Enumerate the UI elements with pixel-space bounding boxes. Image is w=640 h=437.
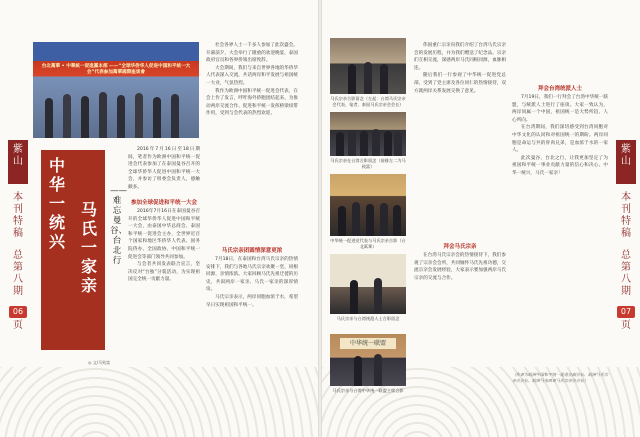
issue-label [8, 250, 28, 298]
person-figure [348, 130, 356, 156]
page-unit: 页 [13, 320, 23, 331]
right-mid-col-b [414, 252, 506, 282]
paragraph: 2016年7月16日在泰国曼谷召开的全球华侨华人促进中国和平统一大会，由泰国中华总商会、泰国和平统一促进会主办，全世界近百个国家和地区华侨华人代表、国务院侨办、全国政协、中国和平统一促进会等部门领导共同参加。 [128, 209, 200, 260]
page-number: 07 [617, 306, 635, 318]
paragraph: 在台湾马氏宗亲会的热情接待下，我们参观了宗亲会会所，共同缅怀马氏先祖功德，交流宗亲会发展经验，大家表示要加强两岸马氏宗亲的交流与合作。 [414, 253, 506, 281]
person-figure [117, 95, 125, 138]
section-label [616, 192, 636, 240]
side-label-tab [616, 140, 636, 184]
person-figure [336, 132, 344, 156]
paragraph: 在台湾期间，我们深切感受到台湾同胞对中华文化的认同和对祖国统一的期盼。两岸同胞是命运与共的骨肉兄弟，是血浓于水的一家人。 [512, 125, 608, 154]
photo-4-caption: 马氏宗亲与台湾统派人士合影留念 [336, 316, 400, 321]
person-figure [354, 356, 362, 386]
page-number: 06 [9, 306, 27, 318]
person-figure [63, 94, 71, 138]
subhead-4: 拜会马氏宗亲 [443, 244, 477, 250]
person-figure [380, 64, 388, 94]
photo-1-caption: 马氏宗亲合影留念（左起：台湾马氏宗亲会代表、笔者、泰国马氏宗亲会会长） [330, 96, 406, 107]
side-label-char: 紫 [621, 144, 631, 155]
person-figure [338, 206, 346, 236]
photo-1 [330, 38, 406, 94]
left-col-b [206, 42, 298, 118]
paragraph: 7月19日，我们一行拜会了台湾中华统一联盟，与统派人士进行了座谈。大家一致认为，两岸同属一个中国，祖国统一是大势所趋、人心所向。 [512, 95, 608, 123]
person-figure [81, 96, 89, 138]
paragraph: 伟国重仁宗亲向我们介绍了台湾马氏宗亲会的发展历程，并为我们赠送了纪念品。宗亲们互相交流，深感两岸马氏同根同源，血脉相连。 [414, 43, 506, 71]
person-figure [366, 204, 374, 236]
photo-5-caption: 马氏宗亲与台湾中华统一联盟主席合影 [332, 388, 404, 393]
person-figure [380, 203, 388, 236]
page-unit: 页 [621, 320, 631, 331]
title-line-2: 马氏一家亲 [80, 200, 97, 295]
person-figure [374, 354, 382, 386]
issue-label [616, 250, 636, 298]
wave-decoration [0, 367, 318, 437]
paragraph: 与会者共同发表联合宣言，坚决反对“台独”分裂活动，为实现祖国完全统一贡献力量。 [128, 262, 200, 283]
section-label-text: 本刊特稿 [13, 192, 23, 239]
paragraph: 马氏宗亲表示，两岸同胞血浓于水，希望早日实现祖国和平统一。 [206, 294, 298, 308]
paragraph: 此次曼谷、台北之行，让我更加坚定了为祖国和平统一事业贡献力量的信心和决心。中华一统兴，马氏一家亲！ [512, 155, 608, 176]
paragraph: 7月18日，在泰国和台湾马氏宗亲的热情安排下，我们与各地马氏宗亲欢聚一堂，同根同源，亲情浓浓。大家回顾马氏先祖迁徙的历史，共叙两岸一家亲、马氏一家亲的深厚情谊。 [206, 257, 298, 293]
side-label-tab [8, 140, 28, 184]
person-figure [374, 278, 382, 314]
side-label-char: 山 [13, 156, 23, 167]
section-label-text: 本刊特稿 [621, 192, 631, 239]
banner-text: 台北萬華 • 中華統一促進黨本部 ——“全球华侨华人促进中国和平统一大会”代表参加萬華國際座谈會 [41, 64, 191, 75]
photo-3-caption: 中华统一促进党代表与马氏宗亲合影（台北萬華） [330, 238, 406, 249]
photo-2 [330, 112, 406, 156]
person-figure [393, 205, 401, 236]
subtitle: ——难忘曼谷、台北行 [110, 186, 128, 266]
side-label-char: 山 [621, 156, 631, 167]
left-col-a [128, 146, 200, 192]
issue-label-text: 总第八期 [621, 250, 631, 297]
person-figure [394, 132, 402, 156]
paragraph: 大会期间，我们与来自世界各地的华侨华人代表深入交流，共话两岸和平发展与祖国统一大业，气氛热烈。 [206, 65, 298, 86]
person-figure [348, 64, 356, 94]
person-figure [352, 202, 360, 236]
paragraph: 我作为欧洲中国和平统一促进会代表，在会上作了发言，呼吁海外侨胞团结起来，为推动两岸交流合作、促进和平统一发挥桥梁纽带作用，受到与会代表的热烈欢迎。 [206, 88, 298, 117]
photo-2-caption: 马氏宗亲在台湾合影留念（前排左二为马致富） [330, 158, 406, 169]
subhead-2: 马氏宗亲团圆情深意更浓 [221, 248, 283, 254]
person-figure [135, 93, 143, 138]
person-figure [384, 131, 392, 156]
issue-label-text: 总第八期 [13, 250, 23, 297]
left-col-b2 [206, 256, 298, 309]
subhead-1: 参加全球促进和平统一大会 [130, 200, 197, 206]
paragraph: 随后我们一行参观了中华统一促进党总部，受到了党主席及各位同仁的热情接待，双方就两岸关系发展交换了意见。 [414, 73, 506, 94]
person-figure [45, 98, 53, 138]
title-panel [41, 150, 73, 350]
photo-4 [330, 254, 406, 314]
author-line: ◎ 文/马致富 [88, 360, 111, 365]
subhead-3: 拜会台湾统派人士 [537, 86, 582, 92]
plaque-sign: 中华统一联盟 [340, 338, 396, 349]
footnote: （作者为欧洲中国和平统一促进会副会长、欧洲马氏宗亲会会长、欧洲马来西亚马氏宗亲会会长） [512, 372, 608, 383]
person-figure [99, 92, 107, 138]
side-label-char: 紫 [13, 144, 23, 155]
right-mid-col [414, 42, 506, 95]
left-page [0, 0, 318, 437]
title-line-1: 中华一统兴 [48, 156, 65, 251]
person-figure [364, 62, 372, 94]
person-figure [360, 131, 368, 156]
person-figure [171, 94, 179, 138]
paragraph: 社会各界人士一千多人参加了此次盛会。开幕前夕，大会举行了隆重的欢迎晚宴，泰国政府官员和各界侨领出席致辞。 [206, 43, 298, 64]
paragraph: 2016年7月16日至18日期间，笔者作为欧洲中国和平统一促进会代表参加了在泰国曼谷召开的全球华侨华人促进中国和平统一大会，并参访了组委会负责人，感触颇多。 [128, 147, 200, 190]
banner-photo [33, 42, 199, 138]
right-col [512, 94, 608, 178]
section-label [8, 192, 28, 240]
title-panel-2 [73, 150, 105, 350]
person-figure [153, 97, 161, 138]
left-col-a2 [128, 208, 200, 284]
person-figure [350, 280, 358, 314]
right-page [322, 0, 640, 437]
person-figure [372, 129, 380, 156]
photo-5 [330, 334, 406, 386]
photo-3 [330, 174, 406, 236]
